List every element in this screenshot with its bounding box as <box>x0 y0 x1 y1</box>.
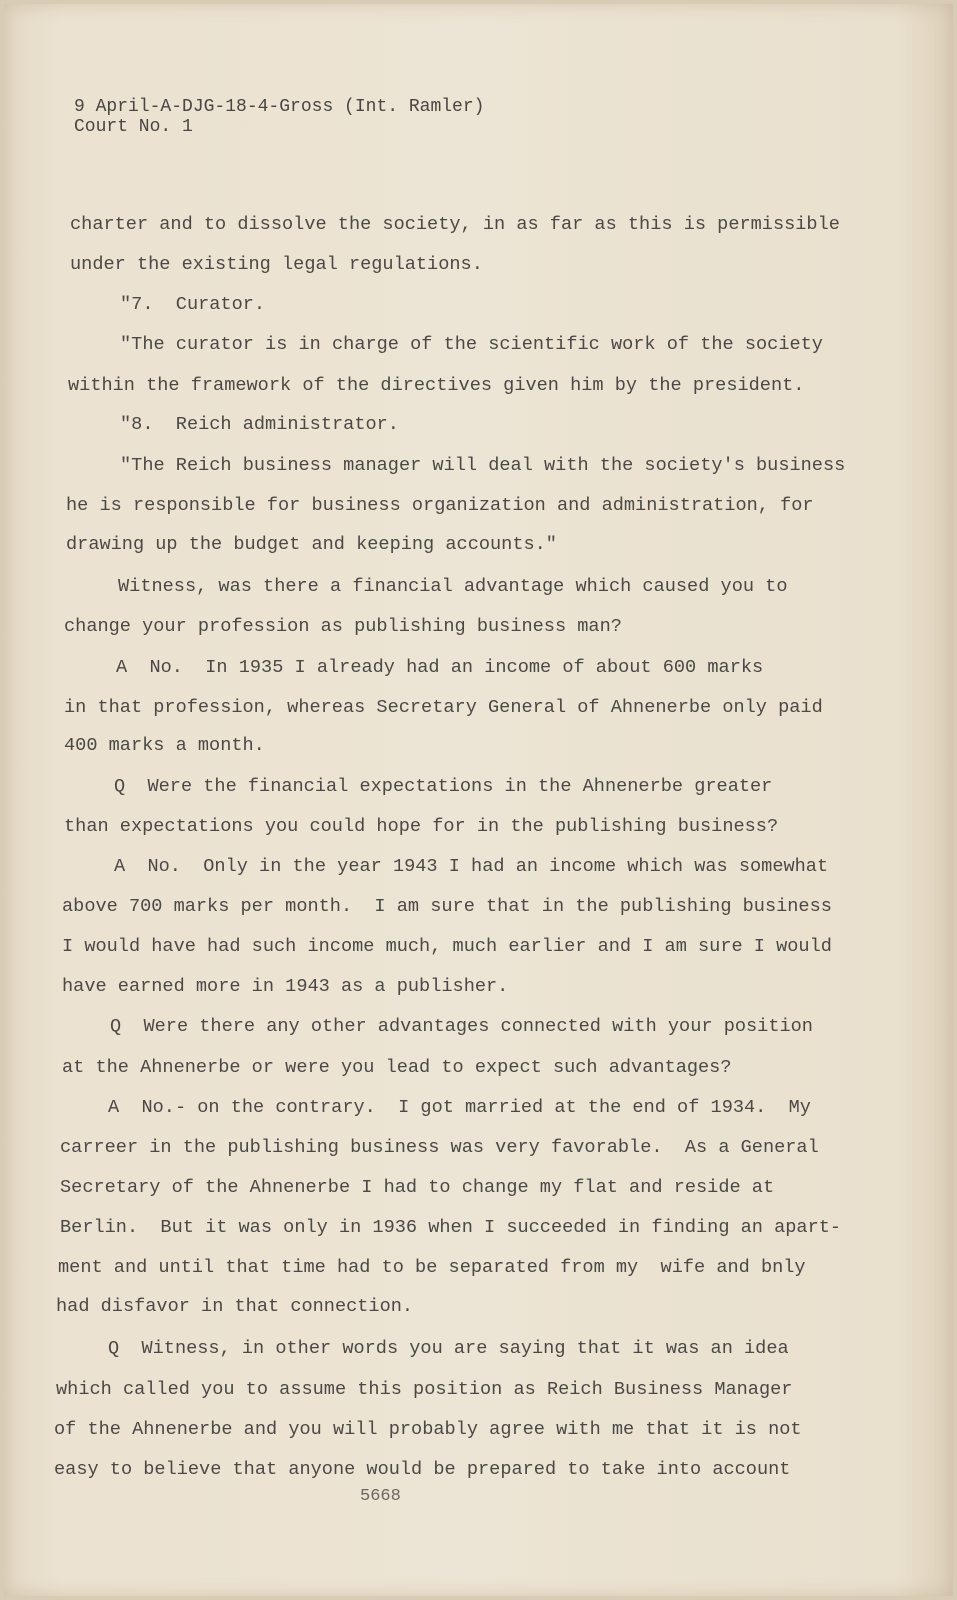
text-line: A No. In 1935 I already had an income of about 600 marks <box>116 657 764 678</box>
text-line: 400 marks a month. <box>64 735 265 756</box>
text-line: charter and to dissolve the society, in as far as this is permissible <box>70 214 840 235</box>
text-line: I would have had such income much, much earlier and I am sure I would <box>62 936 832 957</box>
text-line: at the Ahnenerbe or were you lead to expect such advantages? <box>62 1057 732 1078</box>
text-line: in that profession, whereas Secretary General of Ahnenerbe only paid <box>64 697 823 718</box>
text-line: change your profession as publishing business man? <box>64 616 622 637</box>
text-line: within the framework of the directives given him by the president. <box>68 375 805 396</box>
text-line: he is responsible for business organization and administration, for <box>66 495 814 516</box>
text-line: which called you to assume this position as Reich Business Manager <box>56 1379 793 1400</box>
text-line: above 700 marks per month. I am sure that in the publishing business <box>62 896 832 917</box>
text-line: Q Were the financial expectations in the Ahnenerbe greater <box>114 776 773 797</box>
text-line: of the Ahnenerbe and you will probably agree with me that it is not <box>54 1419 802 1440</box>
text-line: have earned more in 1943 as a publisher. <box>62 976 509 997</box>
text-line: carreer in the publishing business was very favorable. As a General <box>60 1137 819 1158</box>
text-line: Secretary of the Ahnenerbe I had to change my flat and reside at <box>60 1177 775 1198</box>
header-case-reference: 9 April-A-DJG-18-4-Gross (Int. Ramler) <box>74 97 485 117</box>
text-line: Q Were there any other advantages connected with your position <box>110 1016 813 1037</box>
text-line: than expectations you could hope for in the publishing business? <box>64 816 779 837</box>
text-line: "The curator is in charge of the scientific work of the society <box>120 334 823 355</box>
header-court-number: Court No. 1 <box>74 117 193 137</box>
page-number: 5668 <box>360 1487 401 1506</box>
text-line: easy to believe that anyone would be prepared to take into account <box>54 1459 791 1480</box>
text-line: A No.- on the contrary. I got married at the end of 1934. My <box>108 1097 811 1118</box>
text-line: "8. Reich administrator. <box>120 414 399 435</box>
text-line: Q Witness, in other words you are saying that it was an idea <box>108 1338 789 1359</box>
text-line: drawing up the budget and keeping accounts." <box>66 534 557 555</box>
text-line: under the existing legal regulations. <box>70 254 483 275</box>
text-line: ment and until that time had to be separated from my wife and bnly <box>58 1257 806 1278</box>
text-line: Witness, was there a financial advantage which caused you to <box>118 576 788 597</box>
text-line: A No. Only in the year 1943 I had an income which was somewhat <box>114 856 829 877</box>
text-line: "The Reich business manager will deal with the society's business <box>120 455 846 476</box>
text-line: Berlin. But it was only in 1936 when I succeeded in finding an apart- <box>60 1217 842 1238</box>
text-line: had disfavor in that connection. <box>56 1296 414 1317</box>
document-page <box>4 4 953 1596</box>
text-line: "7. Curator. <box>120 294 266 315</box>
